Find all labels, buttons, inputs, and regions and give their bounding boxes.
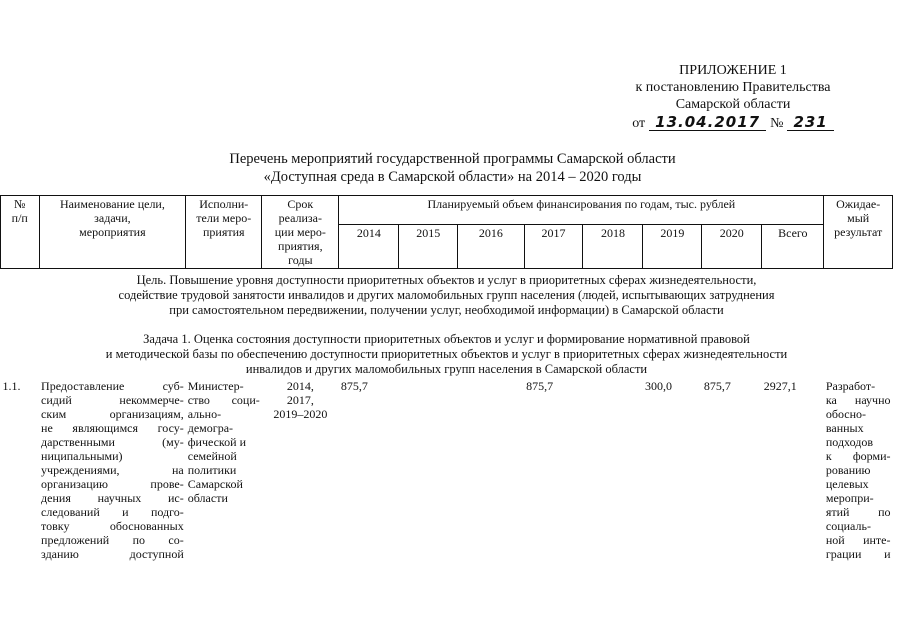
header-name: Наименование цели, задачи, мероприятия (39, 196, 186, 269)
task-row: Задача 1. Оценка состояния доступности приоритетных объектов и услуг и формирование нормативной правовой и методической базы по обеспечению доступности приоритетных объектов и услуг в приоритетных сферах жизнедеятельности инвалидов и других маломобильных групп населения в Самарской области (105, 332, 788, 376)
header-year-2020: 2020 (702, 225, 762, 269)
header-num: № п/п (1, 196, 40, 269)
header-executors: Исполни- тели меро- приятия (186, 196, 262, 269)
row-2016 (458, 379, 524, 561)
handwritten-number: 231 (787, 115, 833, 131)
appendix-signature-line (613, 115, 853, 132)
row-result: Разработ- ка научно обосно- ванных подходов к форми- рованию целевых меропри- ятий по социаль- ной инте- грации и (825, 379, 891, 561)
row-executors: Министер- ство соци- ально- демогра- фической и семейной политики Самарской области (187, 379, 260, 505)
row-2020: 875,7 (703, 379, 731, 393)
header-year-2018: 2018 (583, 225, 643, 269)
row-term: 2014, 2017, 2019–2020 (273, 379, 328, 421)
row-2014: 875,7 (340, 379, 368, 393)
appendix-line-1: к постановлению Правительства (635, 80, 831, 95)
row-total: 2927,1 (763, 379, 797, 393)
table-row (1, 379, 893, 561)
header-year-2016: 2016 (458, 225, 524, 269)
document-title (0, 150, 905, 186)
number-label: № (770, 116, 784, 131)
header-year-2015: 2015 (399, 225, 458, 269)
header-result: Ожидае- мый результат (824, 196, 893, 269)
row-2018 (583, 379, 643, 561)
appendix-title: ПРИЛОЖЕНИЕ 1 (679, 63, 787, 78)
header-year-2019: 2019 (643, 225, 702, 269)
header-year-2014: 2014 (339, 225, 399, 269)
header-term: Срок реализа- ции меро- приятия, годы (262, 196, 339, 269)
header-total: Всего (762, 225, 824, 269)
handwritten-date: 13.04.2017 (649, 115, 766, 131)
document-title-line-2: «Доступная среда в Самарской области» на 2014 – 2020 годы (263, 169, 642, 185)
row-name: Предоставление суб- сидий некоммерче- ским организациям, не являющимся госу- дарственными (му- ниципальными) учреждениями, на организацию прове- дения научных ис- следований и подго- товку обоснованных предложений по со- зданию доступной (41, 379, 184, 561)
header-year-2017: 2017 (524, 225, 583, 269)
measures-table (0, 195, 893, 561)
from-label: от (632, 116, 646, 131)
row-2019: 300,0 (644, 379, 672, 393)
row-2015 (399, 379, 458, 561)
goal-row: Цель. Повышение уровня доступности приоритетных объектов и услуг в приоритетных сферах жизнедеятельности, содействие трудовой занятости инвалидов и других маломобильных групп населения (людей, испытывающих затруднения при самостоятельном передвижении, получении услуг, необходимой информации) в Самарской области (118, 273, 775, 317)
appendix-block (613, 62, 853, 132)
appendix-line-2: Самарской области (675, 97, 791, 112)
row-num: 1.1. (2, 379, 21, 393)
header-financing: Планируемый объем финансирования по годам, тыс. рублей (339, 196, 824, 225)
row-2017: 875,7 (526, 379, 554, 393)
document-title-line-1: Перечень мероприятий государственной программы Самарской области (229, 151, 676, 167)
